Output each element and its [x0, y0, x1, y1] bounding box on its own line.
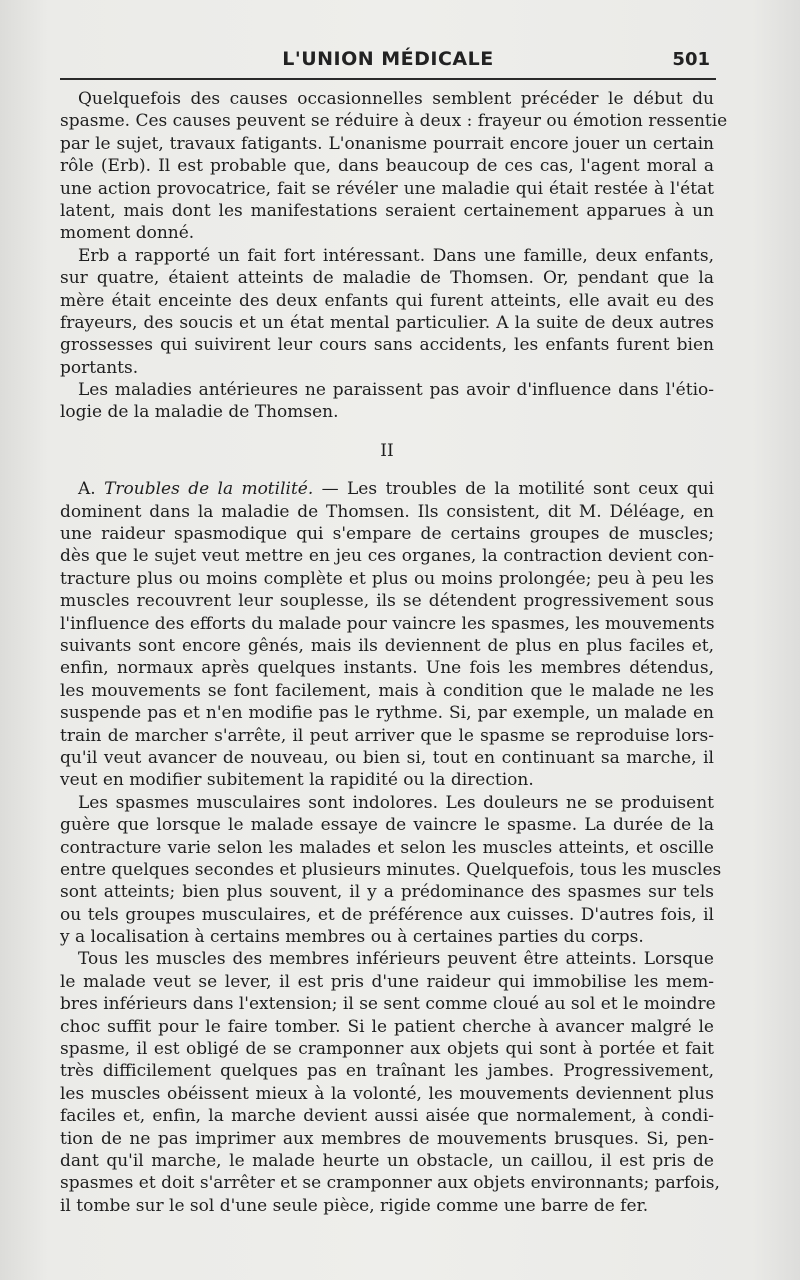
text-line: spasmes et doit s'arrêter et se cramponner aux objets environnants; parfois,: [60, 1173, 720, 1194]
text-line: Les maladies antérieures ne paraissent pas avoir d'influence dans l'étio-: [78, 380, 714, 401]
text-line: train de marcher s'arrête, il peut arriver que le spasme se reproduise lors-: [60, 725, 714, 746]
text-line: dès que le sujet veut mettre en jeu ces organes, la contraction devient con-: [60, 546, 714, 567]
text-line: l'influence des efforts du malade pour vaincre les spasmes, les mouvements: [60, 613, 715, 634]
text-line: dominent dans la maladie de Thomsen. Ils consistent, dit M. Déléage, en: [60, 501, 714, 522]
text-line: Les spasmes musculaires sont indolores. Les douleurs ne se produisent: [78, 792, 714, 813]
text-line: Tous les muscles des membres inférieurs peuvent être atteints. Lorsque: [78, 949, 714, 970]
text-line: enfin, normaux après quelques instants. Une fois les membres détendus,: [60, 658, 714, 679]
text-line: faciles et, enfin, la marche devient aussi aisée que normalement, à condi-: [60, 1106, 714, 1127]
text-line: par le sujet, travaux fatigants. L'onanisme pourrait encore jouer un certain: [60, 133, 714, 154]
page-number: 501: [672, 49, 710, 70]
paragraph: [60, 245, 714, 379]
subsection-heading-line: [60, 478, 714, 500]
text-line: il tombe sur le sol d'une seule pièce, rigide comme une barre de fer.: [60, 1195, 649, 1216]
text-line: portants.: [60, 357, 139, 378]
text-line: frayeurs, des soucis et un état mental particulier. A la suite de deux autres: [60, 312, 714, 333]
running-title: L'UNION MÉDICALE: [282, 48, 494, 70]
text-line: guère que lorsque le malade essaye de vaincre le spasme. La durée de la: [60, 815, 714, 836]
text-line: les mouvements se font facilement, mais à condition que le malade ne les: [60, 680, 714, 701]
text-line: grossesses qui suivirent leur cours sans accidents, les enfants furent bien: [60, 335, 714, 356]
text-line: sur quatre, étaient atteints de maladie de Thomsen. Or, pendant que la: [60, 268, 714, 289]
header-rule: [60, 78, 716, 80]
subsection-first-line: — Les troubles de la motilité sont ceux qui: [321, 479, 714, 500]
subsection-label: A.: [78, 479, 96, 500]
text-line: entre quelques secondes et plusieurs minutes. Quelquefois, tous les muscles: [60, 859, 722, 880]
paragraph: [60, 948, 720, 1217]
page-header: [62, 44, 714, 74]
text-line: très difficilement quelques pas en traînant les jambes. Progressivement,: [60, 1061, 714, 1082]
paragraph: [60, 501, 714, 792]
text-line: muscles recouvrent leur souplesse, ils se détendent progressivement sous: [60, 591, 714, 612]
text-line: choc suffit pour le faire tomber. Si le patient cherche à avancer malgré le: [60, 1016, 714, 1037]
text-line: spasme, il est obligé de se cramponner aux objets qui sont à portée et fait: [60, 1039, 714, 1060]
paragraph: [60, 379, 714, 424]
text-line: dant qu'il marche, le malade heurte un obstacle, un caillou, il est pris de: [60, 1150, 714, 1171]
text-line: qu'il veut avancer de nouveau, ou bien si, tout en continuant sa marche, il: [60, 747, 714, 768]
text-line: une action provocatrice, fait se révéler une maladie qui était restée à l'état: [60, 178, 714, 199]
text-line: le malade veut se lever, il est pris d'une raideur qui immobilise les mem-: [60, 971, 714, 992]
subsection-title: Troubles de la motilité.: [104, 479, 314, 500]
text-line: les muscles obéissent mieux à la volonté, les mouvements deviennent plus: [60, 1083, 714, 1104]
text-line: bres inférieurs dans l'extension; il se sent comme cloué au sol et le moindre: [60, 994, 716, 1015]
text-line: tion de ne pas imprimer aux membres de mouvements brusques. Si, pen-: [60, 1128, 714, 1149]
text-line: y a localisation à certains membres ou à certaines parties du corps.: [60, 927, 644, 948]
text-line: veut en modifier subitement la rapidité ou la direction.: [60, 770, 534, 791]
text-line: tracture plus ou moins complète et plus ou moins prolongée; peu à peu les: [60, 568, 714, 589]
section-number: II: [380, 440, 394, 461]
text-line: Erb a rapporté un fait fort intéressant. Dans une famille, deux enfants,: [78, 245, 714, 266]
paragraph: [60, 88, 728, 245]
body-text: [60, 88, 728, 1217]
text-line: contracture varie selon les malades et selon les muscles atteints, et oscille: [60, 837, 714, 858]
text-line: Quelquefois des causes occasionnelles semblent précéder le début du: [78, 89, 714, 109]
text-line: ou tels groupes musculaires, et de préférence aux cuisses. D'autres fois, il: [60, 904, 714, 925]
text-line: sont atteints; bien plus souvent, il y a prédominance des spasmes sur tels: [60, 882, 714, 903]
text-line: spasme. Ces causes peuvent se réduire à deux : frayeur ou émotion ressentie: [60, 111, 728, 132]
paragraphs-after: [60, 478, 722, 1217]
text-line: logie de la maladie de Thomsen.: [60, 402, 339, 423]
text-line: suspende pas et n'en modifie pas le rythme. Si, par exemple, un malade en: [60, 703, 714, 724]
text-line: moment donné.: [60, 223, 195, 244]
text-line: rôle (Erb). Il est probable que, dans beaucoup de ces cas, l'agent moral a: [60, 156, 714, 177]
text-line: une raideur spasmodique qui s'empare de certains groupes de muscles;: [60, 524, 714, 545]
text-line: mère était enceinte des deux enfants qui furent atteints, elle avait eu des: [60, 290, 714, 311]
paragraph: [60, 792, 722, 949]
text-line: latent, mais dont les manifestations seraient certainement apparues à un: [60, 200, 714, 221]
text-line: suivants sont encore gênés, mais ils deviennent de plus en plus faciles et,: [60, 635, 714, 656]
paragraphs-before: [60, 88, 728, 424]
